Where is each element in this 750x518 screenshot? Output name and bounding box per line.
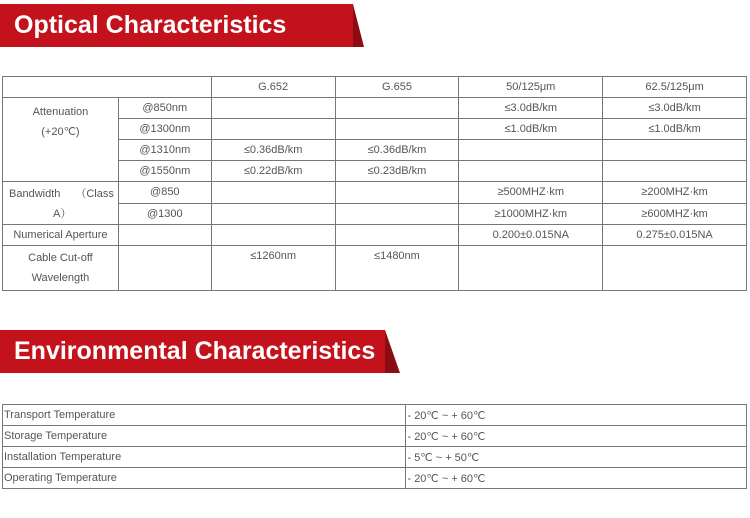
mm50-cell <box>459 246 603 291</box>
header-cell-g652: G.652 <box>211 77 335 98</box>
g655-cell <box>335 182 459 204</box>
env-label-cell: Operating Temperature <box>3 468 406 489</box>
banner-accent <box>385 330 400 373</box>
wavelength-cell: @1310nm <box>118 140 211 161</box>
mm62-cell: ≥200MHZ·km <box>603 182 747 204</box>
mm62-cell: ≤1.0dB/km <box>603 119 747 140</box>
bandwidth-label <box>3 182 119 225</box>
g655-cell <box>335 119 459 140</box>
wavelength-cell: @1550nm <box>118 161 211 182</box>
g652-cell: ≤0.36dB/km <box>211 140 335 161</box>
wavelength-cell: @1300 <box>118 203 211 225</box>
header-cell-mm50: 50/125μm <box>459 77 603 98</box>
g652-cell: ≤1260nm <box>211 246 335 291</box>
table-row <box>3 98 747 119</box>
optical-characteristics-table <box>2 76 747 291</box>
environmental-section-title: Environmental Characteristics <box>14 337 376 365</box>
mm50-cell: 0.200±0.015NA <box>459 225 603 246</box>
env-value-cell: - 5℃ ~ + 50℃ <box>406 447 747 468</box>
mm50-cell: ≥500MHZ·km <box>459 182 603 204</box>
wavelength-cell: @850nm <box>118 98 211 119</box>
table-row <box>3 225 747 246</box>
g652-cell <box>211 119 335 140</box>
mm62-cell: ≤3.0dB/km <box>603 98 747 119</box>
mm62-cell <box>603 140 747 161</box>
environmental-characteristics-table <box>2 404 747 489</box>
header-cell-empty <box>3 77 212 98</box>
g655-cell: ≤1480nm <box>335 246 459 291</box>
mm50-cell <box>459 161 603 182</box>
banner-accent <box>353 4 364 47</box>
cutoff-label <box>3 246 119 291</box>
cutoff-label-line1: Cable Cut-off <box>28 252 93 264</box>
optical-section-title: Optical Characteristics <box>14 11 287 39</box>
mm50-cell: ≥1000MHZ·km <box>459 203 603 225</box>
table-row <box>3 468 747 489</box>
wavelength-cell <box>118 246 211 291</box>
bandwidth-label-line2: A） <box>53 208 72 220</box>
mm62-cell <box>603 161 747 182</box>
g655-cell: ≤0.36dB/km <box>335 140 459 161</box>
g655-cell <box>335 203 459 225</box>
mm50-cell: ≤3.0dB/km <box>459 98 603 119</box>
mm62-cell <box>603 246 747 291</box>
g652-cell <box>211 225 335 246</box>
env-value-cell: - 20℃ ~ + 60℃ <box>406 468 747 489</box>
attenuation-label <box>3 98 119 182</box>
header-cell-g655: G.655 <box>335 77 459 98</box>
numerical-aperture-label: Numerical Aperture <box>3 225 119 246</box>
table-row <box>3 426 747 447</box>
g655-cell: ≤0.23dB/km <box>335 161 459 182</box>
table-row <box>3 182 747 204</box>
bandwidth-label-class: （Class <box>75 188 114 200</box>
g655-cell <box>335 98 459 119</box>
env-label-cell: Transport Temperature <box>3 405 406 426</box>
mm62-cell: ≥600MHZ·km <box>603 203 747 225</box>
table-row <box>3 447 747 468</box>
cutoff-label-line2: Wavelength <box>31 272 90 284</box>
wavelength-cell: @1300nm <box>118 119 211 140</box>
mm50-cell <box>459 140 603 161</box>
bandwidth-label-text: Bandwidth <box>9 188 61 200</box>
mm62-cell: 0.275±0.015NA <box>603 225 747 246</box>
table-row <box>3 405 747 426</box>
table-header-row <box>3 77 747 98</box>
attenuation-label-line1: Attenuation <box>32 106 89 118</box>
g652-cell <box>211 182 335 204</box>
g652-cell: ≤0.22dB/km <box>211 161 335 182</box>
env-label-cell: Storage Temperature <box>3 426 406 447</box>
bandwidth-label-line1 <box>9 184 118 204</box>
wavelength-cell: @850 <box>118 182 211 204</box>
g652-cell <box>211 98 335 119</box>
g652-cell <box>211 203 335 225</box>
wavelength-cell <box>118 225 211 246</box>
environmental-section-banner <box>0 330 385 373</box>
env-label-cell: Installation Temperature <box>3 447 406 468</box>
g655-cell <box>335 225 459 246</box>
env-value-cell: - 20℃ ~ + 60℃ <box>406 405 747 426</box>
header-cell-mm62: 62.5/125μm <box>603 77 747 98</box>
optical-section-banner <box>0 4 353 47</box>
mm50-cell: ≤1.0dB/km <box>459 119 603 140</box>
env-value-cell: - 20℃ ~ + 60℃ <box>406 426 747 447</box>
table-row <box>3 246 747 291</box>
attenuation-label-line2: (+20℃) <box>41 126 80 138</box>
